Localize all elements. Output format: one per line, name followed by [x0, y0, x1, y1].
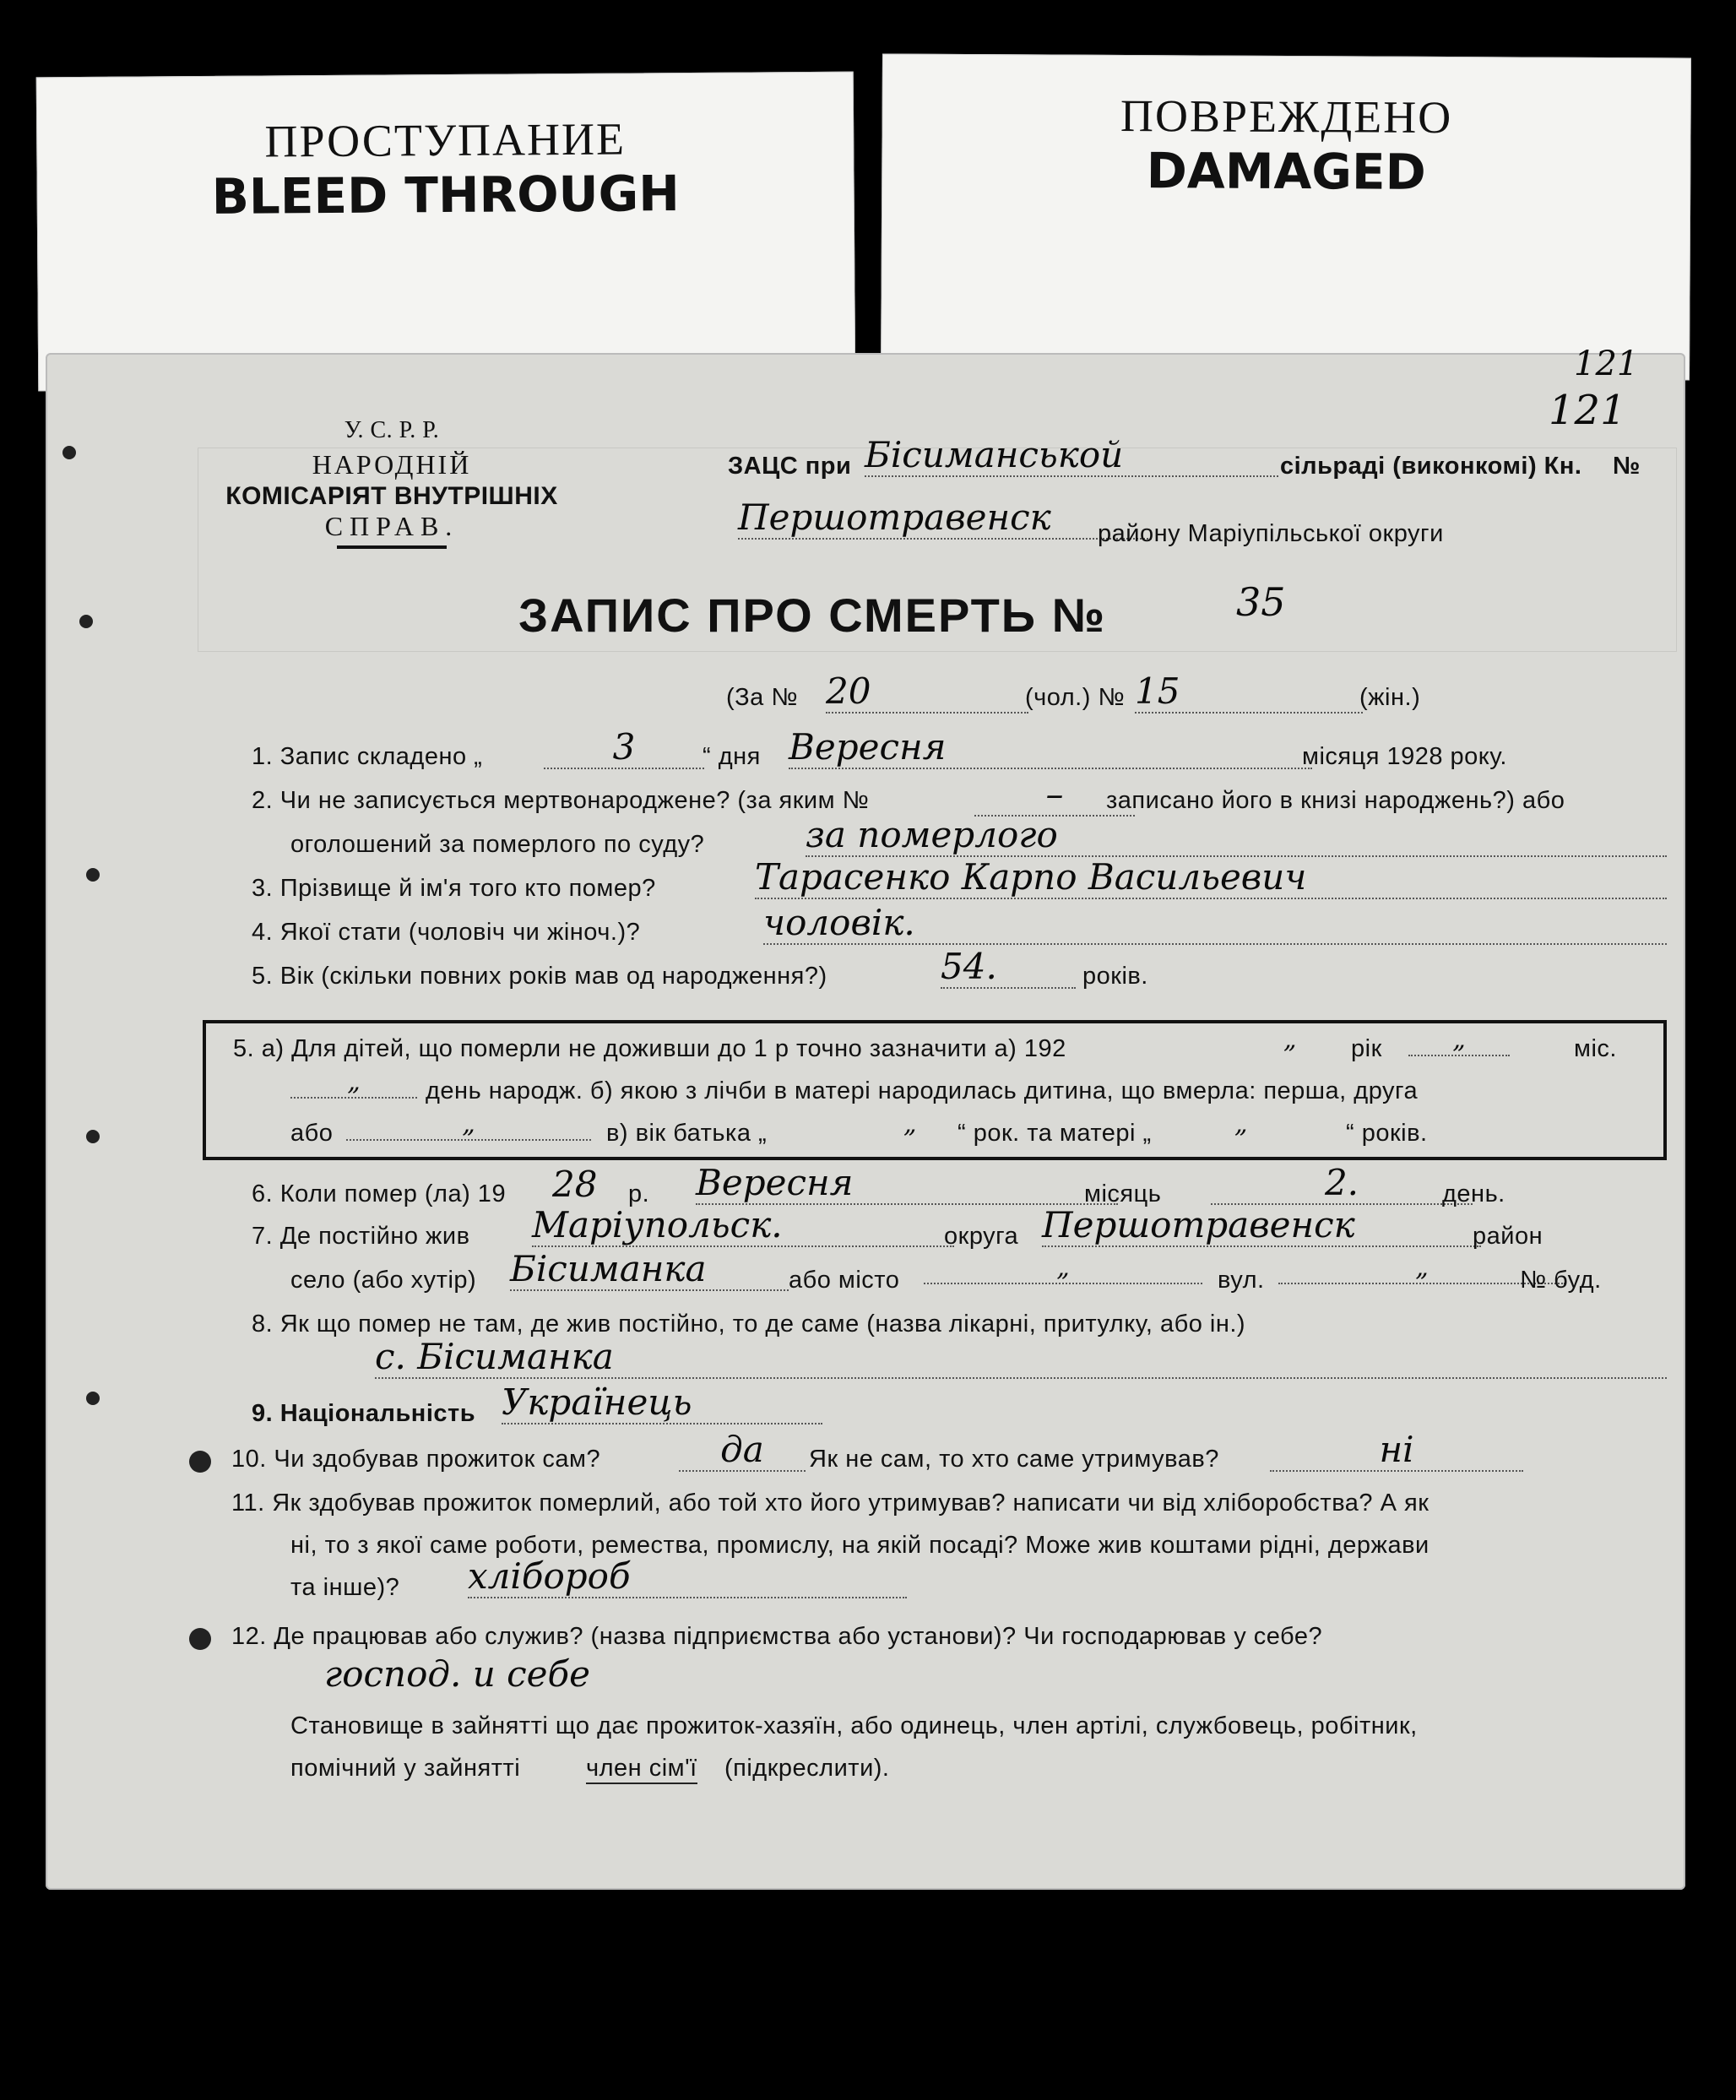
female-count-hw: 15: [1135, 670, 1363, 714]
punch-hole: [62, 446, 76, 459]
item-5a-mis: міс.: [1574, 1035, 1617, 1062]
corner-number-1: 121: [1574, 345, 1639, 383]
card-en-text: BLEED THROUGH: [211, 165, 680, 225]
item-12-family-member: член сім'ї: [586, 1755, 697, 1784]
item-5a-father-hw: „: [903, 1110, 917, 1139]
item-5a-day-hw: „: [290, 1067, 417, 1099]
org-line-3: СПРАВ.: [324, 511, 459, 541]
item-7-okruga: округа: [944, 1223, 1019, 1250]
record-title: ЗАПИС ПРО СМЕРТЬ №: [518, 589, 1107, 642]
item-2-line2: оголошений за померлого по суду?: [290, 831, 705, 858]
zags-suffix: сільраді (виконкомі) Кн.: [1280, 453, 1582, 480]
item-11-line3: та інше)?: [290, 1574, 400, 1601]
item-5a-order-hw: „: [346, 1110, 591, 1141]
item-6-year-hw: 28: [552, 1164, 598, 1205]
item-7-vul: вул.: [1218, 1267, 1265, 1294]
female-count-label: (жін.): [1359, 684, 1421, 711]
item-7-misto: або місто: [789, 1267, 900, 1294]
damaged-card: [881, 53, 1691, 380]
item-2-label: 2. Чи не записується мертвонароджене? (за яким №: [252, 787, 870, 814]
item-7-okruga-hw: Маріупольск.: [532, 1204, 954, 1247]
punch-hole: [79, 615, 93, 628]
item-4-label: 4. Якої стати (чоловіч чи жіноч.)?: [252, 919, 641, 946]
item-5a-line3b: “ рок. та матері „: [958, 1120, 1152, 1147]
item-12-line3c: (підкреслити).: [724, 1755, 890, 1782]
item-5a-abo: або: [290, 1120, 334, 1147]
org-line-1: НАРОДНІЙ: [312, 449, 472, 480]
male-count-hw: 20: [826, 670, 1028, 714]
card-ru-text: ПРОСТУПАНИЕ: [264, 113, 627, 167]
item-3-answer-hw: Тарасенко Карпо Васильевич: [755, 856, 1667, 899]
item-5-answer-hw: 54.: [941, 946, 1076, 989]
item-5a-line2: день народж. б) якою з лічби в матері народилась дитина, що вмерла: перша, друга: [426, 1077, 1419, 1104]
item-7-label: 7. Де постійно жив: [252, 1223, 470, 1250]
item-1-day-hw: 3: [544, 726, 704, 769]
item-7-selo-hw: Бісиманка: [510, 1248, 789, 1291]
header-rule: [337, 545, 447, 549]
raion-hw: Першотравенск: [738, 497, 1152, 540]
item-5a-line3c: “ років.: [1346, 1120, 1428, 1147]
item-8-answer-hw: с. Бісиманка: [375, 1336, 1667, 1379]
item-7-raion: район: [1473, 1223, 1543, 1250]
item-10-mid: Як не сам, то хто саме утримував?: [809, 1446, 1219, 1473]
punch-hole: [189, 1451, 211, 1473]
item-7-bud: № буд.: [1520, 1267, 1602, 1294]
item-12-line2: Становище в зайнятті що дає прожиток-хазяїн, або одинець, член артілі, службовець, робітник,: [290, 1712, 1418, 1739]
item-12-label: 12. Де працював або служив? (назва підприємства або установи)? Чи господарював у себе?: [231, 1623, 1323, 1650]
item-6-mis: місяць: [1084, 1180, 1162, 1207]
book-number-sign: №: [1613, 453, 1641, 480]
punch-hole: [189, 1628, 211, 1650]
item-6-label: 6. Коли помер (ла) 19: [252, 1180, 507, 1207]
item-1-month-hw: Вересня: [789, 726, 1312, 769]
card-en-text: DAMAGED: [1146, 142, 1426, 201]
punch-hole: [86, 1392, 100, 1405]
item-5a-year-hw: „: [1283, 1025, 1297, 1055]
item-2-answer-hw: за померлого: [806, 814, 1667, 857]
item-11-line2: ні, то з якої саме роботи, ремества, промислу, на якій посаді? Може жив коштами рідні, держави: [290, 1532, 1429, 1559]
item-11-answer-hw: хлібороб: [468, 1555, 907, 1598]
item-6-den: день.: [1442, 1180, 1505, 1207]
record-number-hw: 35: [1236, 579, 1286, 625]
item-5-label: 5. Вік (скільки повних років мав од народження?): [252, 963, 827, 990]
male-count-label: (чол.) №: [1025, 684, 1126, 711]
item-3-label: 3. Прізвище й ім'я того кто помер?: [252, 875, 656, 902]
item-1-day-label: “ дня: [703, 743, 761, 770]
item-11-line1: 11. Як здобував прожиток померлий, або той хто його утримував? написати чи від хліборобства? А як: [231, 1490, 1429, 1517]
item-6-month-hw: Вересня: [696, 1162, 1118, 1205]
raion-suffix: району Маріупільської округи: [1098, 520, 1444, 547]
item-5a-mother-hw: „: [1234, 1110, 1248, 1139]
count-prefix: (За №: [726, 684, 798, 711]
item-7-line2: село (або хутір): [290, 1267, 477, 1294]
item-9-answer-hw: Українець: [502, 1381, 822, 1424]
item-8-label: 8. Як що помер не там, де жив постійно, то де саме (назва лікарні, притулку, або ін.): [252, 1310, 1246, 1338]
ussr-label: У. С. Р. Р.: [344, 417, 440, 443]
card-ru-text: ПОВРЕЖДЕНО: [1120, 90, 1453, 144]
item-12-answer-hw: господ. и себе: [324, 1653, 590, 1695]
bleed-through-card: [36, 72, 856, 392]
punch-hole: [86, 868, 100, 882]
punch-hole: [86, 1130, 100, 1143]
item-7-raion-hw: Першотравенск: [1042, 1204, 1481, 1247]
item-5-tail: років.: [1082, 963, 1148, 990]
item-5a-line3: в) вік батька „: [606, 1120, 768, 1147]
item-7-misto-hw: „: [924, 1253, 1202, 1284]
item-2-num-hw: –: [974, 773, 1135, 817]
item-10-label: 10. Чи здобував прожиток сам?: [231, 1446, 601, 1473]
zags-prefix: ЗАЦС при: [728, 453, 852, 480]
item-6-day-hw: 2.: [1211, 1162, 1473, 1205]
item-6-r: р.: [628, 1180, 650, 1207]
zags-council-hw: Бісиманськой: [865, 434, 1278, 477]
item-12-line3a: помічний у зайнятті: [290, 1755, 521, 1782]
item-1-label: 1. Запис складено „: [252, 743, 483, 770]
item-5a-line1: 5. а) Для дітей, що померли не доживши до 1 р точно зазначити а) 192: [233, 1035, 1066, 1062]
item-7-vul-hw: „: [1278, 1253, 1565, 1284]
item-1-tail: місяця 1928 року.: [1302, 743, 1507, 770]
death-record-sheet: [46, 345, 1685, 1890]
item-2-tail: записано його в книзі народжень?) або: [1106, 787, 1565, 814]
item-4-answer-hw: чоловік.: [763, 902, 1667, 945]
corner-number-2: 121: [1549, 387, 1626, 434]
item-9-label: 9. Національність: [252, 1400, 476, 1427]
item-10-answer-hw: да: [679, 1429, 806, 1472]
item-10-answer2-hw: ні: [1270, 1429, 1523, 1472]
org-line-2: КОМІСАРІЯТ ВНУТРІШНІХ: [225, 482, 558, 510]
item-5a-rik: рік: [1351, 1035, 1382, 1062]
item-5a-month-hw: „: [1408, 1025, 1510, 1056]
